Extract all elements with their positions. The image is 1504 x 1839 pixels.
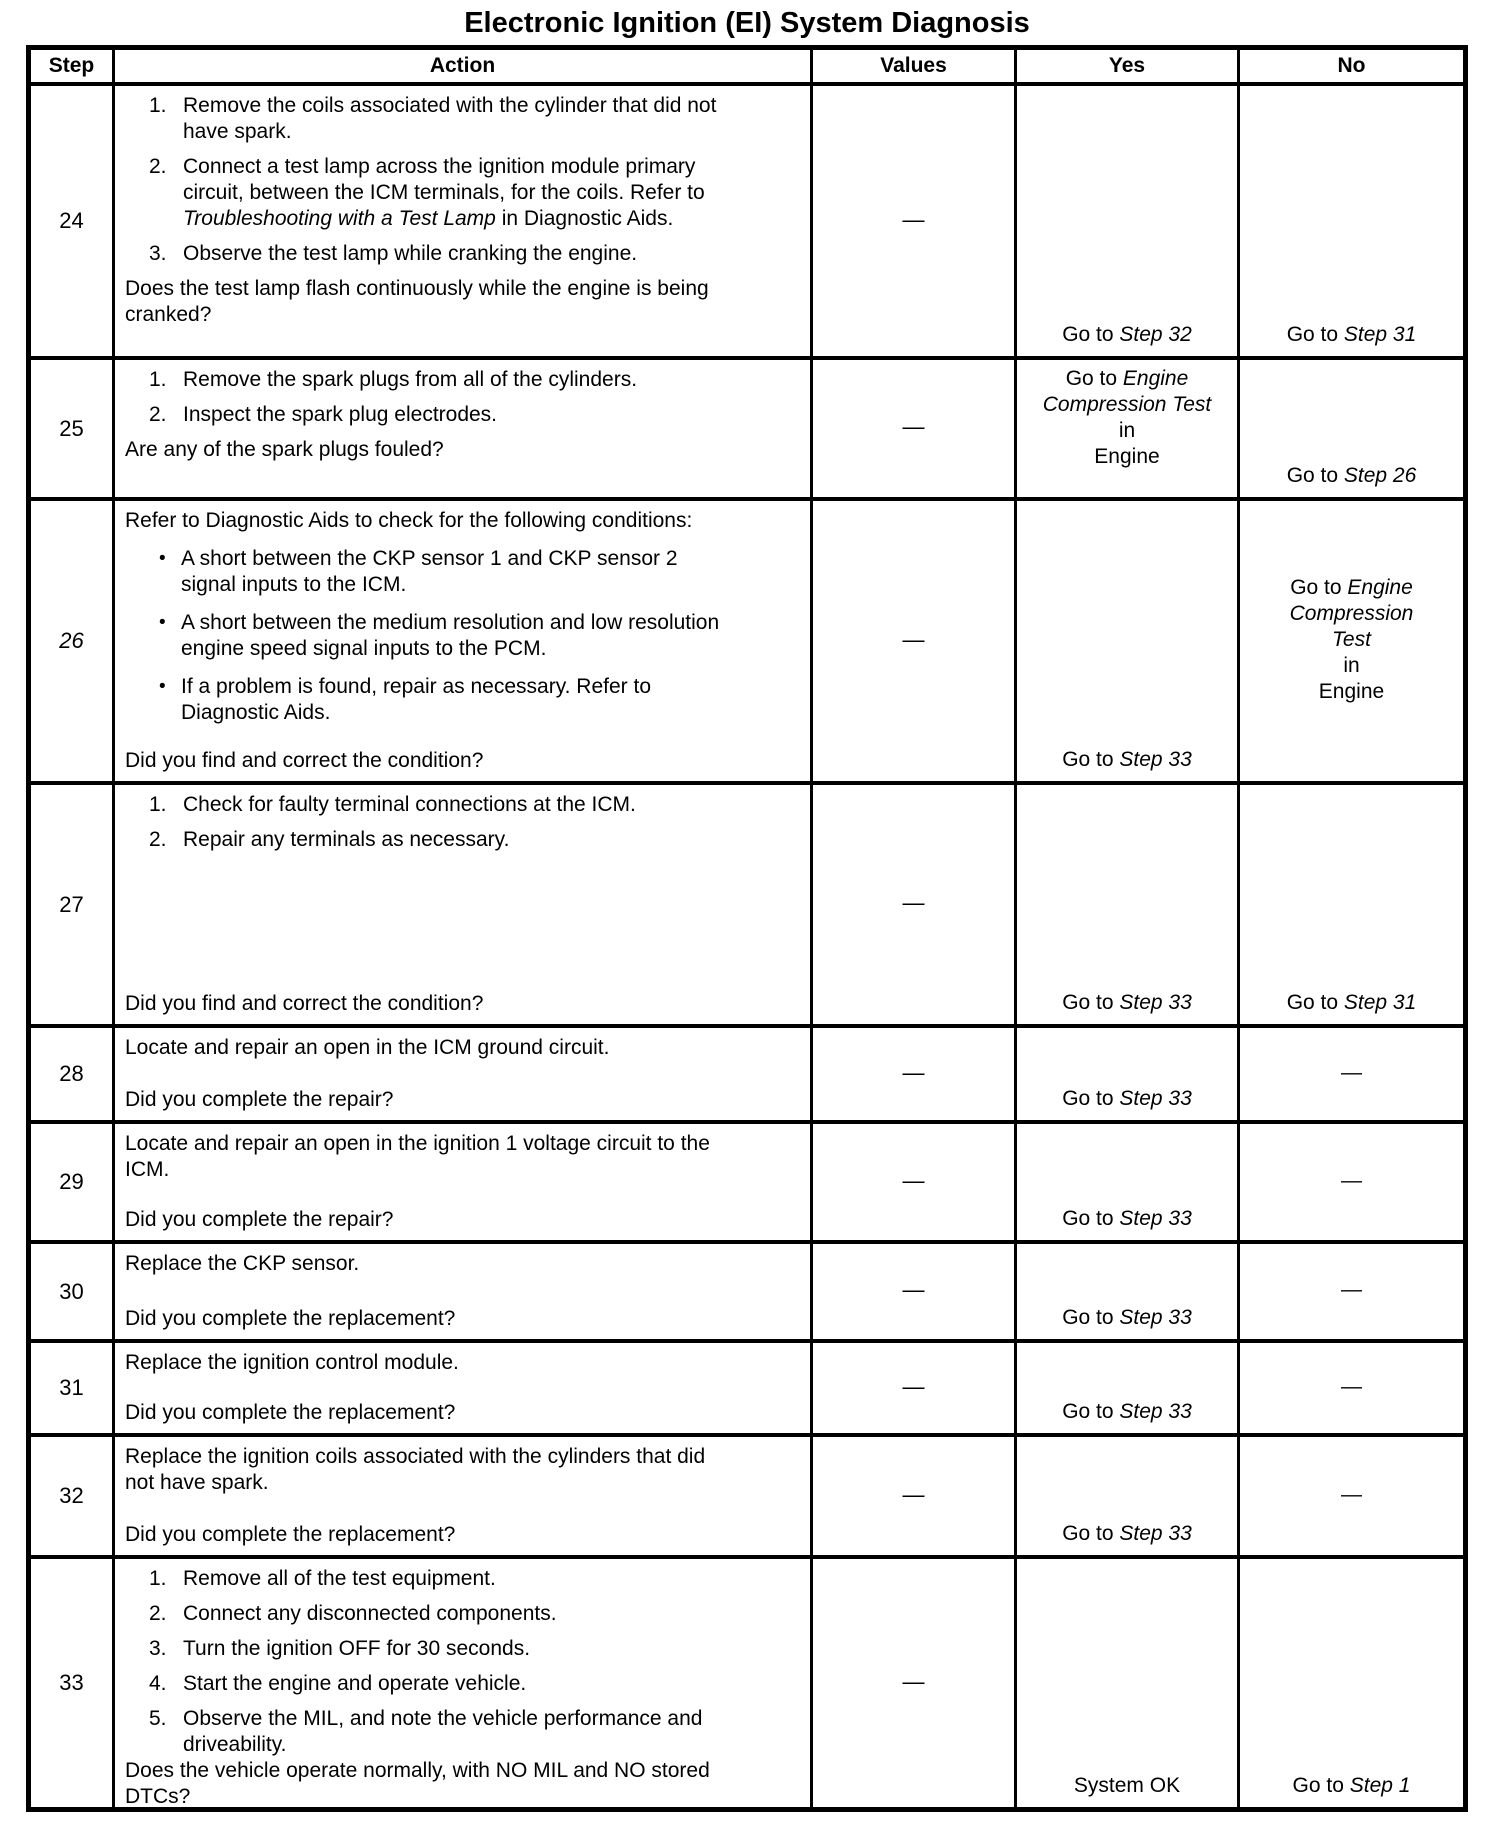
action-content (125, 1566, 798, 1758)
item-text: Connect a test lamp across the ignition module primary circuit, between the ICM terminals, for the coils. Refer to Troubleshooting with a Test Lamp in Diagnostic Aids. (183, 155, 705, 230)
action-question: Did you complete the replacement? (125, 1523, 456, 1546)
step-number: 27 (59, 891, 84, 917)
item-text: Check for faulty terminal connections at the ICM. (183, 793, 636, 816)
item-number: 3. (149, 1637, 167, 1660)
step-cell (31, 86, 115, 356)
goto-line: Go to Step 33 (1062, 1207, 1192, 1230)
yes-cell (1017, 1437, 1240, 1555)
yes-cell (1017, 1028, 1240, 1120)
item-text: Observe the test lamp while cranking the engine. (183, 242, 638, 265)
item-text: Turn the ignition OFF for 30 seconds. (183, 1637, 531, 1660)
document-page (0, 7, 1504, 1839)
step-cell (31, 1559, 115, 1807)
values-dash: — (902, 1167, 925, 1193)
table-row (31, 1339, 1463, 1433)
action-content (125, 1035, 798, 1061)
bullet-icon: • (159, 548, 166, 569)
action-statement: Locate and repair an open in the ignition 1 voltage circuit to the ICM. (125, 1132, 710, 1181)
goto-line: Go to Step 26 (1286, 464, 1417, 487)
action-content (125, 1131, 798, 1183)
table-header-row (31, 50, 1463, 82)
column-header-values: Values (813, 50, 1017, 82)
values-cell (813, 1559, 1017, 1807)
goto-line: Go to Step 33 (1062, 748, 1192, 771)
no-cell (1240, 86, 1463, 356)
goto-line: Engine (1094, 445, 1160, 468)
page-title: Electronic Ignition (EI) System Diagnosis (464, 7, 1030, 39)
no-cell (1240, 360, 1463, 497)
step-number: 28 (59, 1061, 84, 1086)
goto-line: Engine (1318, 679, 1385, 703)
goto-line: Go to Step 33 (1062, 1522, 1192, 1545)
values-cell (813, 1124, 1017, 1240)
step-cell (31, 360, 115, 497)
action-item (125, 827, 798, 853)
action-question: Does the test lamp flash continuously while the engine is being cranked? (125, 277, 709, 326)
values-cell (813, 1028, 1017, 1120)
step-cell (31, 501, 115, 781)
values-dash: — (902, 1373, 925, 1399)
action-content (125, 1350, 798, 1376)
yes-cell (1017, 360, 1240, 497)
column-header-no: No (1337, 54, 1366, 77)
no-cell (1240, 1124, 1463, 1240)
yes-cell (1017, 1343, 1240, 1433)
action-content (125, 93, 798, 267)
step-cell (31, 1028, 115, 1120)
item-text: Connect any disconnected components. (183, 1602, 557, 1625)
step-cell (31, 785, 115, 1024)
goto-line: — (1341, 1060, 1362, 1084)
values-cell (813, 1244, 1017, 1339)
values-dash: — (902, 1059, 925, 1085)
action-item (125, 402, 798, 428)
action-item (125, 93, 798, 145)
action-cell (115, 360, 813, 497)
step-number: 29 (59, 1169, 84, 1194)
goto-line: Go to Step 33 (1062, 1306, 1192, 1329)
no-cell (1240, 1437, 1463, 1555)
goto-line: Go to Step 33 (1062, 991, 1192, 1014)
action-content (125, 367, 798, 428)
yes-cell (1017, 501, 1240, 781)
bullet-text: A short between the CKP sensor 1 and CKP sensor 2 signal inputs to the ICM. (181, 547, 678, 596)
goto-line: Go to Step 33 (1062, 1400, 1192, 1423)
item-text: Observe the MIL, and note the vehicle performance and driveability. (183, 1707, 703, 1756)
action-item (125, 154, 798, 232)
step-cell (31, 1244, 115, 1339)
goto-line: Test (1332, 627, 1371, 651)
item-number: 2. (149, 403, 167, 426)
goto-line: Go to Step 31 (1286, 323, 1417, 346)
table-row (31, 1120, 1463, 1240)
yes-cell (1017, 1559, 1240, 1807)
step-cell (31, 1124, 115, 1240)
step-number: 26 (59, 628, 84, 653)
step-number: 33 (59, 1670, 84, 1695)
item-number: 3. (149, 242, 167, 265)
action-bullet (125, 546, 798, 598)
goto-line: in (1118, 419, 1136, 442)
no-cell (1240, 501, 1463, 781)
bullet-text: If a problem is found, repair as necessary. Refer to Diagnostic Aids. (181, 675, 651, 724)
goto-line: Go to Step 31 (1286, 991, 1417, 1014)
table-row (31, 1433, 1463, 1555)
step-cell (31, 1343, 115, 1433)
item-text: Repair any terminals as necessary. (183, 828, 510, 851)
goto-line: in (1343, 653, 1360, 677)
action-cell (115, 1124, 813, 1240)
item-text: Start the engine and operate vehicle. (183, 1672, 527, 1695)
no-cell (1240, 1343, 1463, 1433)
action-question: Are any of the spark plugs fouled? (125, 438, 444, 461)
values-dash: — (902, 414, 925, 439)
item-number: 1. (149, 368, 167, 391)
values-cell (813, 1437, 1017, 1555)
column-header-step: Step (31, 50, 115, 82)
no-cell (1240, 785, 1463, 1024)
action-content (125, 792, 798, 853)
goto-line: — (1341, 1482, 1362, 1506)
no-cell (1240, 1559, 1463, 1807)
no-cell (1240, 1244, 1463, 1339)
table-row (31, 1555, 1463, 1807)
values-dash: — (902, 626, 925, 652)
action-content (125, 1444, 798, 1496)
action-cell (115, 1343, 813, 1433)
goto-line: Go to Step 33 (1062, 1087, 1192, 1110)
goto-line: System OK (1073, 1774, 1181, 1797)
item-number: 2. (149, 155, 167, 178)
action-statement: Locate and repair an open in the ICM ground circuit. (125, 1036, 610, 1059)
action-statement: Refer to Diagnostic Aids to check for the following conditions: (125, 509, 693, 532)
item-text: Remove the coils associated with the cylinder that did not have spark. (183, 94, 717, 143)
goto-line: — (1341, 1278, 1362, 1301)
action-cell (115, 1559, 813, 1807)
values-dash: — (902, 890, 925, 915)
action-question: Did you find and correct the condition? (125, 992, 484, 1015)
table-row (31, 781, 1463, 1024)
action-question: Did you complete the replacement? (125, 1401, 456, 1424)
goto-line: Compression (1289, 601, 1414, 625)
action-content (125, 1251, 798, 1277)
action-cell (115, 86, 813, 356)
item-number: 2. (149, 1602, 167, 1625)
action-cell (115, 501, 813, 781)
action-statement: Replace the ignition control module. (125, 1351, 459, 1374)
bullet-icon: • (159, 612, 166, 633)
column-header-action: Action (115, 50, 813, 82)
goto-line: — (1341, 1168, 1362, 1192)
item-number: 1. (149, 1567, 167, 1590)
item-text: Remove the spark plugs from all of the cylinders. (183, 368, 638, 391)
step-number: 25 (59, 415, 84, 441)
goto-line: — (1341, 1374, 1362, 1398)
action-item (125, 367, 798, 393)
bullet-text: A short between the medium resolution and low resolution engine speed signal inputs to the PCM. (181, 611, 720, 660)
action-content (125, 508, 798, 726)
step-number: 32 (59, 1483, 84, 1508)
item-number: 1. (149, 793, 167, 816)
yes-cell (1017, 1124, 1240, 1240)
action-question: Did you complete the repair? (125, 1088, 394, 1111)
values-dash: — (902, 206, 925, 232)
action-cell (115, 785, 813, 1024)
goto-line: Go to Engine (1065, 367, 1189, 390)
action-bullet (125, 674, 798, 726)
diagnosis-table (26, 45, 1468, 1812)
action-cell (115, 1437, 813, 1555)
goto-line: Go to Engine (1290, 575, 1413, 599)
action-item (125, 1601, 798, 1627)
values-dash: — (902, 1481, 925, 1507)
item-number: 4. (149, 1672, 167, 1695)
values-dash: — (902, 1668, 925, 1694)
table-row (31, 82, 1463, 356)
values-cell (813, 86, 1017, 356)
step-number: 31 (59, 1375, 84, 1400)
goto-line: Compression Test (1042, 393, 1212, 416)
values-cell (813, 501, 1017, 781)
action-item (125, 1671, 798, 1697)
action-cell (115, 1028, 813, 1120)
action-question: Did you complete the repair? (125, 1208, 394, 1231)
item-text: Inspect the spark plug electrodes. (183, 403, 498, 426)
values-dash: — (902, 1277, 925, 1302)
values-cell (813, 360, 1017, 497)
column-header-yes: Yes (1017, 50, 1240, 82)
action-item (125, 1706, 798, 1758)
step-cell (31, 1437, 115, 1555)
item-number: 1. (149, 94, 167, 117)
item-text: Remove all of the test equipment. (183, 1567, 496, 1590)
values-cell (813, 785, 1017, 1024)
values-cell (813, 1343, 1017, 1433)
action-question: Did you complete the replacement? (125, 1307, 456, 1330)
action-item (125, 1636, 798, 1662)
yes-cell (1017, 86, 1240, 356)
table-row (31, 497, 1463, 781)
action-statement: Replace the ignition coils associated with the cylinders that did not have spark. (125, 1445, 706, 1494)
yes-cell (1017, 785, 1240, 1024)
item-number: 2. (149, 828, 167, 851)
table-row (31, 1024, 1463, 1120)
table-row (31, 356, 1463, 497)
action-item (125, 792, 798, 818)
goto-line: Go to Step 32 (1062, 323, 1192, 346)
action-bullet (125, 610, 798, 662)
action-statement: Replace the CKP sensor. (125, 1252, 360, 1275)
action-question: Did you find and correct the condition? (125, 749, 484, 772)
yes-cell (1017, 1244, 1240, 1339)
action-item (125, 241, 798, 267)
action-question: Does the vehicle operate normally, with NO MIL and NO stored DTCs? (125, 1759, 710, 1807)
table-row (31, 1240, 1463, 1339)
item-number: 5. (149, 1707, 167, 1730)
goto-line: Go to Step 1 (1292, 1774, 1411, 1797)
action-item (125, 1566, 798, 1592)
action-cell (115, 1244, 813, 1339)
step-number: 24 (59, 208, 84, 233)
no-cell (1240, 1028, 1463, 1120)
step-number: 30 (59, 1278, 84, 1304)
bullet-icon: • (159, 676, 166, 697)
